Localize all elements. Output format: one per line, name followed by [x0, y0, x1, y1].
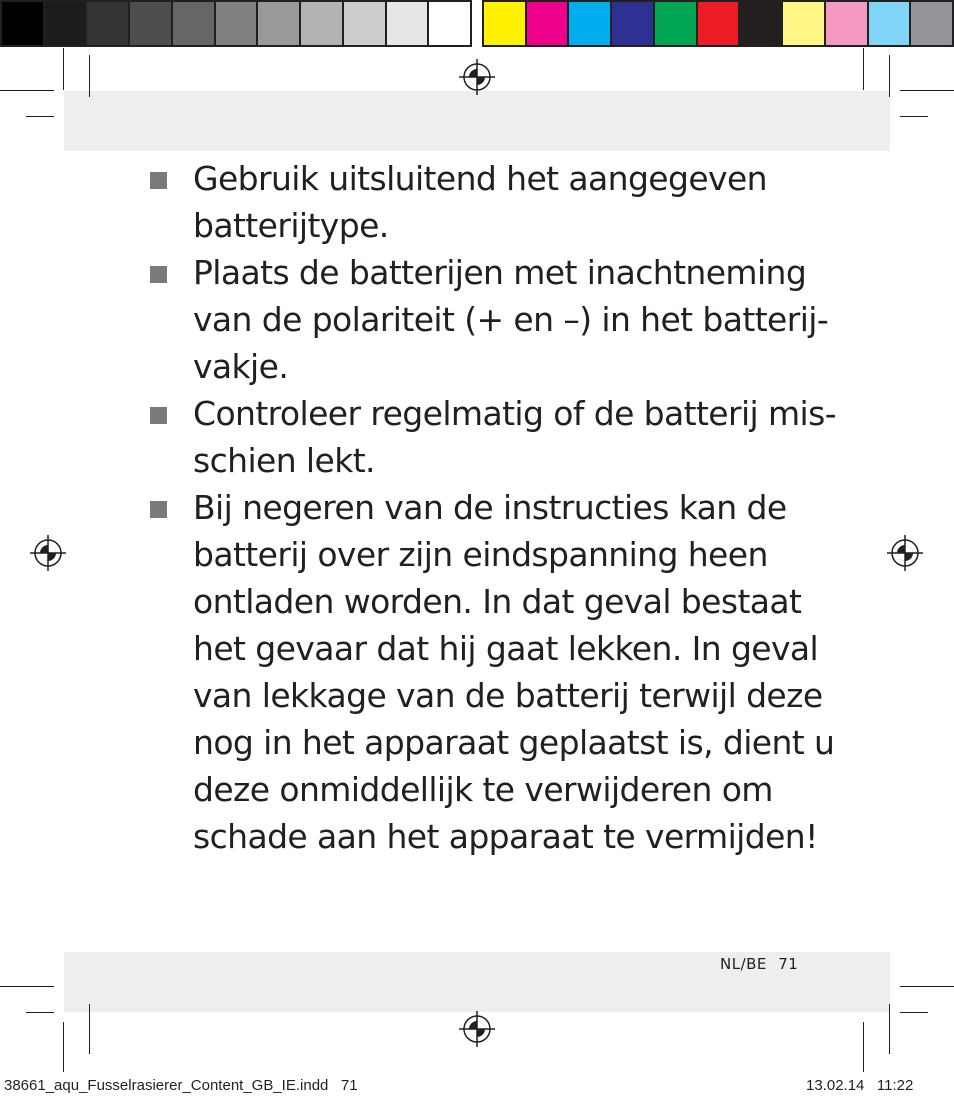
crop-mark [900, 1012, 928, 1013]
crop-mark [900, 116, 928, 117]
square-bullet-icon [150, 172, 167, 189]
crop-mark [89, 1004, 90, 1054]
list-item [150, 249, 850, 390]
grayscale-swatch [387, 2, 430, 45]
crop-mark [89, 55, 90, 97]
process-color-swatch [869, 2, 912, 45]
crop-mark [889, 55, 890, 97]
grayscale-swatch [130, 2, 173, 45]
process-color-swatch [527, 2, 570, 45]
grayscale-swatch [258, 2, 301, 45]
grayscale-swatch [87, 2, 130, 45]
process-color-swatch [569, 2, 612, 45]
crop-mark [63, 48, 64, 90]
process-color-bar [482, 0, 954, 47]
process-color-swatch [783, 2, 826, 45]
list-item-text: Controleer regelmatig of de batterij mis-schien lekt. [193, 394, 837, 480]
crop-mark [900, 986, 954, 987]
process-color-swatch [484, 2, 527, 45]
process-color-swatch [612, 2, 655, 45]
grayscale-swatch [2, 2, 45, 45]
grayscale-swatch [301, 2, 344, 45]
print-slug-date: 13.02.14 [806, 1077, 865, 1094]
print-slug-time: 11:22 [876, 1077, 914, 1094]
page-number [720, 955, 798, 973]
grayscale-swatch [344, 2, 387, 45]
crop-mark [900, 90, 954, 91]
crop-mark [63, 1022, 64, 1072]
page-locale-label: NL/BE [720, 955, 767, 973]
crop-mark [26, 116, 54, 117]
process-color-swatch [698, 2, 741, 45]
print-slug-datetime [806, 1077, 913, 1094]
process-color-swatch [740, 2, 783, 45]
list-item-text: Plaats de batterijen met inachtneming van de polariteit (+ en –) in het batterij-vakje. [193, 253, 829, 386]
grayscale-swatch [429, 2, 470, 45]
process-color-swatch [911, 2, 952, 45]
grayscale-swatch [45, 2, 88, 45]
registration-mark-icon [30, 535, 66, 571]
print-slug-file-info: 38661_aqu_Fusselrasierer_Content_GB_IE.indd 71 [4, 1077, 358, 1094]
list-item [150, 484, 850, 860]
crop-mark [863, 1022, 864, 1072]
header-band [64, 91, 890, 151]
process-color-swatch [826, 2, 869, 45]
registration-mark-icon [459, 59, 495, 95]
page-number-value: 71 [778, 955, 799, 973]
crop-mark [0, 986, 54, 987]
registration-mark-icon [887, 535, 923, 571]
list-item-text: Bij negeren van de instructies kan de batterij over zijn eindspanning heen ontladen worden. In dat geval bestaat het gevaar dat hij gaat lekken. In geval van lekkage van de batterij terwijl deze nog in het apparaat geplaatst is, dient u deze onmiddellijk te verwijderen om schade aan het apparaat te vermijden! [193, 488, 835, 856]
grayscale-swatch [216, 2, 259, 45]
registration-mark-icon [459, 1011, 495, 1047]
grayscale-color-bar [0, 0, 472, 47]
list-item-text: Gebruik uitsluitend het aangegeven batterijtype. [193, 159, 767, 245]
grayscale-swatch [173, 2, 216, 45]
square-bullet-icon [150, 407, 167, 424]
crop-mark [26, 1012, 54, 1013]
crop-mark [889, 1004, 890, 1054]
square-bullet-icon [150, 266, 167, 283]
instruction-list [150, 155, 850, 860]
crop-mark [863, 48, 864, 90]
list-item [150, 390, 850, 484]
square-bullet-icon [150, 501, 167, 518]
list-item [150, 155, 850, 249]
crop-mark [0, 90, 54, 91]
process-color-swatch [655, 2, 698, 45]
